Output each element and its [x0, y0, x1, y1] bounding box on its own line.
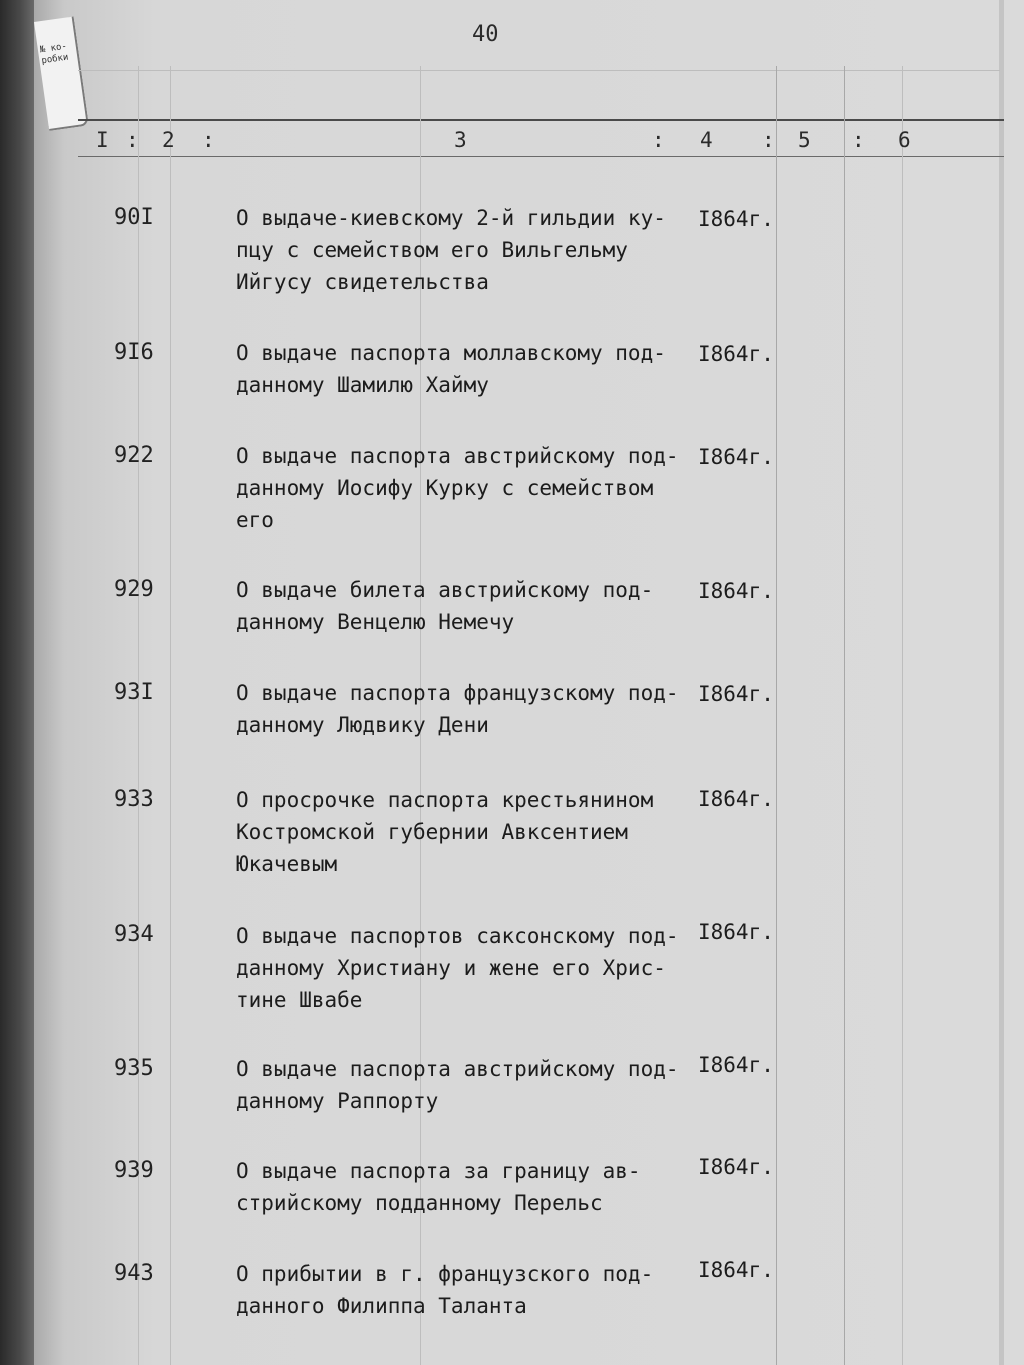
header-sep: : [852, 128, 865, 152]
header-rule-bottom [78, 156, 1004, 157]
row-title: О прибытии в г. французского под- данного Филиппа Таланта [236, 1262, 654, 1318]
header-col-3: 3 [454, 128, 467, 152]
row-number: 93I [114, 680, 154, 705]
row-year: I864г. [698, 445, 774, 469]
row-year: I864г. [698, 342, 774, 366]
page-number: 40 [472, 22, 499, 47]
header-col-2: 2 [162, 128, 175, 152]
row-number: 929 [114, 577, 154, 602]
row-year: I864г. [698, 682, 774, 706]
row-year: I864г. [698, 1053, 774, 1077]
header-col-5: 5 [798, 128, 811, 152]
header-col-6: 6 [898, 128, 911, 152]
column-divider [902, 66, 903, 1365]
row-year: I864г. [698, 579, 774, 603]
row-year: I864г. [698, 787, 774, 811]
row-number: 939 [114, 1158, 154, 1183]
row-number: 90I [114, 205, 154, 230]
row-title: О выдаче паспорта моллавскому под- данному Шамилю Хайму [236, 341, 666, 397]
header-rule-top [78, 119, 1004, 121]
faded-header-area [78, 70, 1000, 115]
row-number: 934 [114, 922, 154, 947]
column-divider [776, 66, 777, 1365]
row-number: 933 [114, 787, 154, 812]
row-title: О выдаче паспорта за границу ав- стрийскому подданному Перельс [236, 1159, 641, 1215]
box-label-card: № ко- робки [34, 16, 89, 130]
row-year: I864г. [698, 1155, 774, 1179]
row-title: О выдаче паспортов саксонскому под- данному Христиану и жене его Хрис- тине Швабе [236, 924, 679, 1012]
row-title: О выдаче паспорта французскому под- данному Людвику Дени [236, 681, 679, 737]
row-title: О выдаче билета австрийскому под- данному Венцелю Немечу [236, 578, 654, 634]
binding-edge [0, 0, 34, 1365]
row-year: I864г. [698, 207, 774, 231]
row-number: 9I6 [114, 340, 154, 365]
right-margin-edge [999, 0, 1004, 1365]
header-sep: : [202, 128, 215, 152]
column-divider [844, 66, 845, 1365]
header-col-4: 4 [700, 128, 713, 152]
header-sep: : [126, 128, 139, 152]
row-title: О выдаче паспорта австрийскому под- данному Иосифу Курку с семейством его [236, 444, 679, 532]
row-number: 922 [114, 443, 154, 468]
document-page [34, 0, 1024, 1365]
row-number: 943 [114, 1261, 154, 1286]
row-number: 935 [114, 1056, 154, 1081]
row-year: I864г. [698, 1258, 774, 1282]
header-sep: : [652, 128, 665, 152]
row-title: О выдаче-киевскому 2-й гильдии ку- пцу с семейством его Вильгельму Ийгусу свидетельства [236, 206, 666, 294]
row-title: О просрочке паспорта крестьянином Костромской губернии Авксентием Юкачевым [236, 788, 654, 876]
header-col-1: I [96, 128, 109, 152]
row-year: I864г. [698, 920, 774, 944]
row-title: О выдаче паспорта австрийскому под- данному Раппорту [236, 1057, 679, 1113]
header-sep: : [762, 128, 775, 152]
